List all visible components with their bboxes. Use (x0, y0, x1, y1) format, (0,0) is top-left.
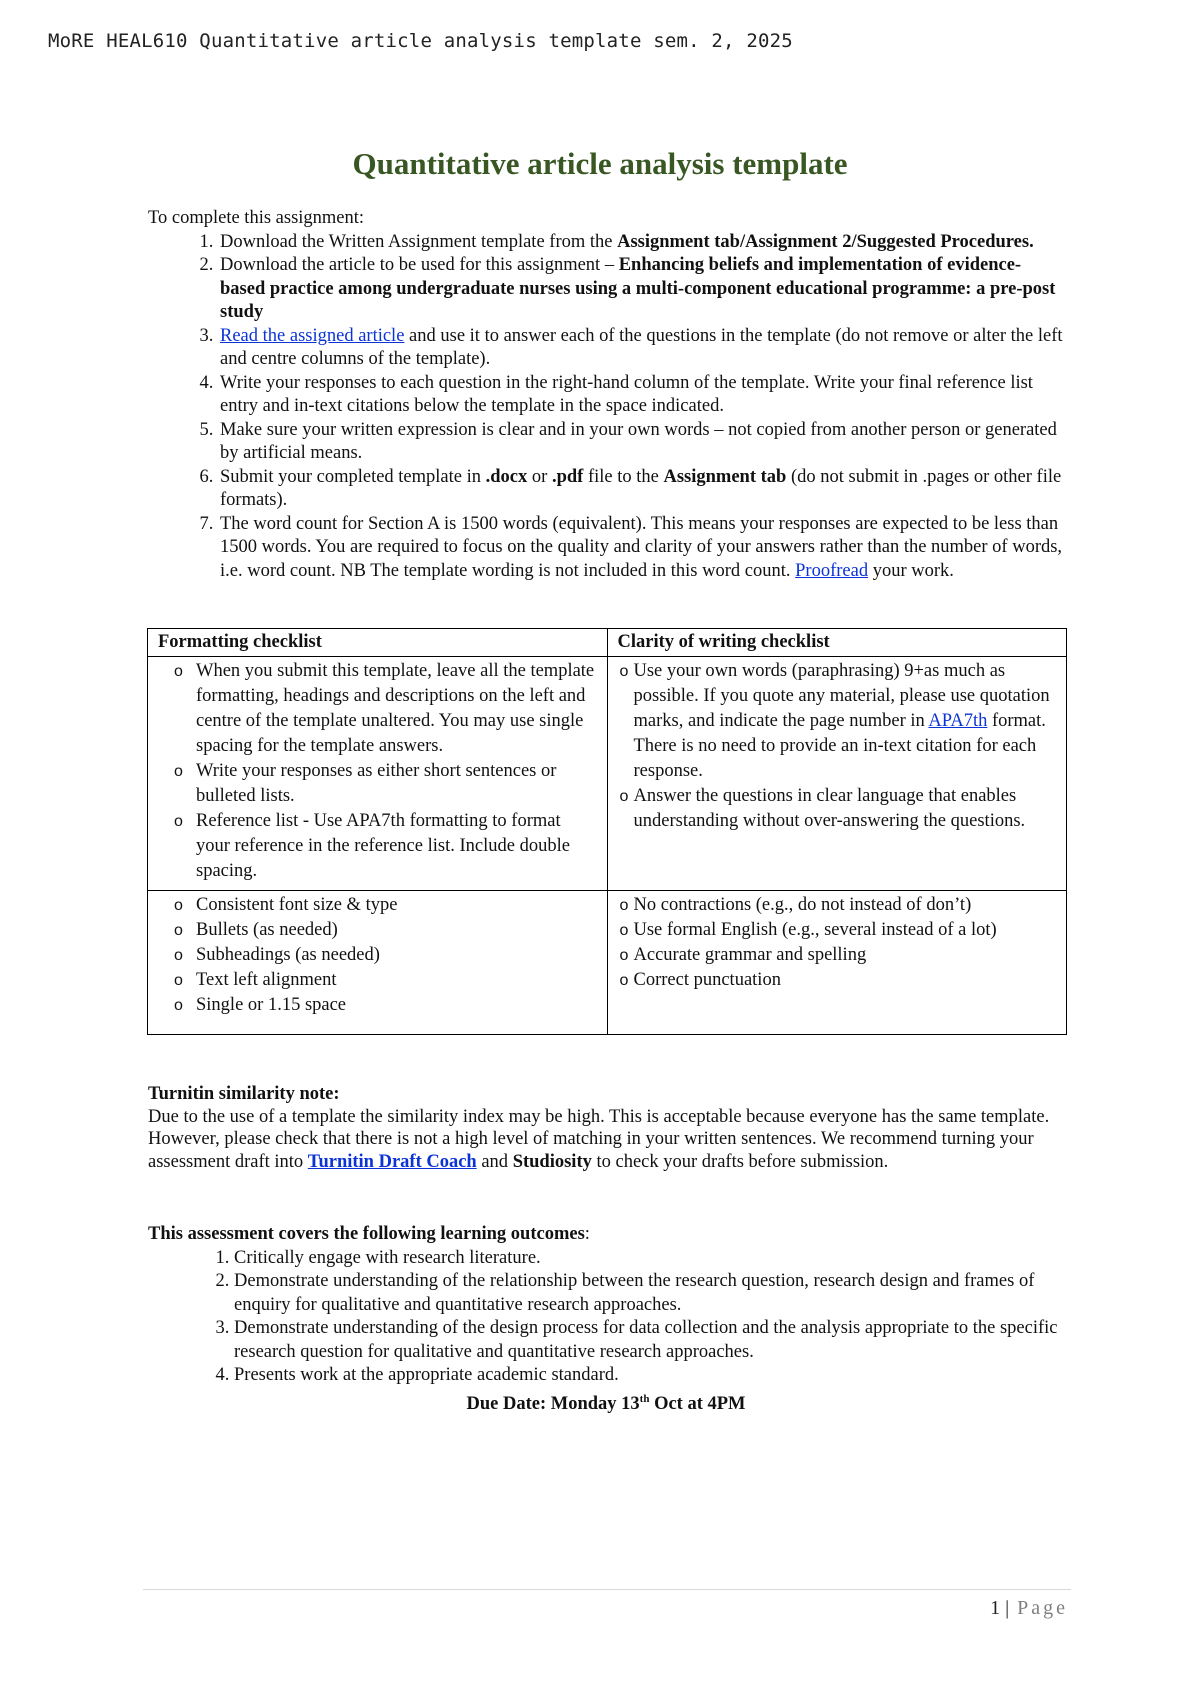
page-label: Page (1009, 1597, 1068, 1619)
checklist-item: o Correct punctuation (618, 968, 1059, 993)
proofread-link[interactable]: Proofread (795, 560, 869, 581)
clarity-checklist-cell-2 (607, 891, 1067, 1035)
checklist-item: o Bullets (as needed) (158, 918, 599, 943)
checklist-item: o Single or 1.15 space (158, 993, 599, 1018)
checklist-item: o Text left alignment (158, 968, 599, 993)
checklist-item: o No contractions (e.g., do not instead of don’t) (618, 893, 1059, 918)
footer-divider (143, 1589, 1071, 1590)
outcome-item: 1. Critically engage with research literature. (234, 1247, 1064, 1271)
checklist-item: o Use your own words (paraphrasing) 9+as much as possible. If you quote any material, please use quotation marks, and indicate the page number in APA7th format. There is no need to provide an in-text citation for each response. (618, 659, 1059, 784)
outcome-item: 4. Presents work at the appropriate academic standard. (234, 1364, 1064, 1388)
checklist-item: o When you submit this template, leave all the template formatting, headings and descriptions on the left and centre of the template unaltered. You may use single spacing for the template answers. (158, 659, 599, 759)
checklist-item: o Use formal English (e.g., several instead of a lot) (618, 918, 1059, 943)
turnitin-note (148, 1083, 1064, 1173)
step-7: 7. The word count for Section A is 1500 words (equivalent). This means your responses are expected to be less than 1500 words. You are required to focus on the quality and clarity of your answers rather than the number of words, i.e. word count. NB The template wording is not included in this word count. Proofread your work. (218, 513, 1064, 584)
page-footer (990, 1597, 1068, 1620)
step-1: 1. Download the Written Assignment template from the Assignment tab/Assignment 2/Suggested Procedures. (218, 231, 1064, 255)
page-number: 1 | (990, 1597, 1010, 1619)
turnitin-heading: Turnitin similarity note: (148, 1084, 340, 1104)
formatting-checklist-header: Formatting checklist (148, 629, 608, 657)
instructions-section (148, 207, 1064, 583)
outcome-item: 2. Demonstrate understanding of the relationship between the research question, research design and frames of enquiry for qualitative and quantitative research approaches. (234, 1270, 1064, 1317)
step-3: 3. Read the assigned article and use it to answer each of the questions in the template (do not remove or alter the left and centre columns of the template). (218, 325, 1064, 372)
instructions-intro: To complete this assignment: (148, 208, 365, 228)
step-6: 6. Submit your completed template in .docx or .pdf file to the Assignment tab (do not submit in .pages or other file formats). (218, 466, 1064, 513)
outcomes-heading: This assessment covers the following learning outcomes (148, 1224, 585, 1244)
checklist-item: o Answer the questions in clear language that enables understanding without over-answering the questions. (618, 784, 1059, 834)
learning-outcomes: This assessment covers the following learning outcomes: 1. Critically engage with research literature. 2. Demonstrate understanding of the relationship between the research question, research design and frames of enquiry for qualitative and quantitative research approaches. 3. Demonstrate understanding of the design process for data collection and the analysis appropriate to the specific research question for qualitative and quantitative research approaches. 4. Presents work at the appropriate academic standard. Due Date: Monday 13th Oct at 4PM (148, 1223, 1064, 1416)
due-date: Due Date: Monday 13th Oct at 4PM (466, 1392, 746, 1414)
clarity-checklist-cell (607, 657, 1067, 891)
step-5: 5. Make sure your written expression is clear and in your own words – not copied from another person or generated by artificial means. (218, 419, 1064, 466)
step-2: 2. Download the article to be used for this assignment – Enhancing beliefs and implementation of evidence-based practice among undergraduate nurses using a multi-component educational programme: a pre-post study (218, 254, 1064, 325)
checklist-table (147, 628, 1067, 1035)
outcomes-list (148, 1247, 1064, 1388)
page-header: MoRE HEAL610 Quantitative article analysis template sem. 2, 2025 (48, 30, 793, 52)
instructions-list (148, 231, 1064, 584)
checklist-item: o Subheadings (as needed) (158, 943, 599, 968)
outcome-item: 3. Demonstrate understanding of the design process for data collection and the analysis appropriate to the specific research question for qualitative and quantitative research approaches. (234, 1317, 1064, 1364)
checklist-item: o Reference list - Use APA7th formatting to format your reference in the reference list. Include double spacing. (158, 809, 599, 884)
formatting-checklist-cell-2 (148, 891, 608, 1035)
step-4: 4. Write your responses to each question in the right-hand column of the template. Write your final reference list entry and in-text citations below the template in the space indicated. (218, 372, 1064, 419)
formatting-checklist-cell (148, 657, 608, 891)
apa7th-link[interactable]: APA7th (928, 711, 988, 731)
checklist-item: o Accurate grammar and spelling (618, 943, 1059, 968)
clarity-checklist-header: Clarity of writing checklist (607, 629, 1067, 657)
checklist-item: o Write your responses as either short sentences or bulleted lists. (158, 759, 599, 809)
checklist-item: o Consistent font size & type (158, 893, 599, 918)
turnitin-draft-coach-link[interactable]: Turnitin Draft Coach (307, 1151, 477, 1172)
document-title: Quantitative article analysis template (352, 146, 848, 181)
turnitin-body: Due to the use of a template the similarity index may be high. This is acceptable because everyone has the same template. However, please check that there is not a high level of matching in your written sentences. We recommend turning your assessment draft into Turnitin Draft Coach and Studiosity to check your drafts before submission. (148, 1106, 1050, 1172)
read-article-link[interactable]: Read the assigned article (220, 325, 405, 346)
